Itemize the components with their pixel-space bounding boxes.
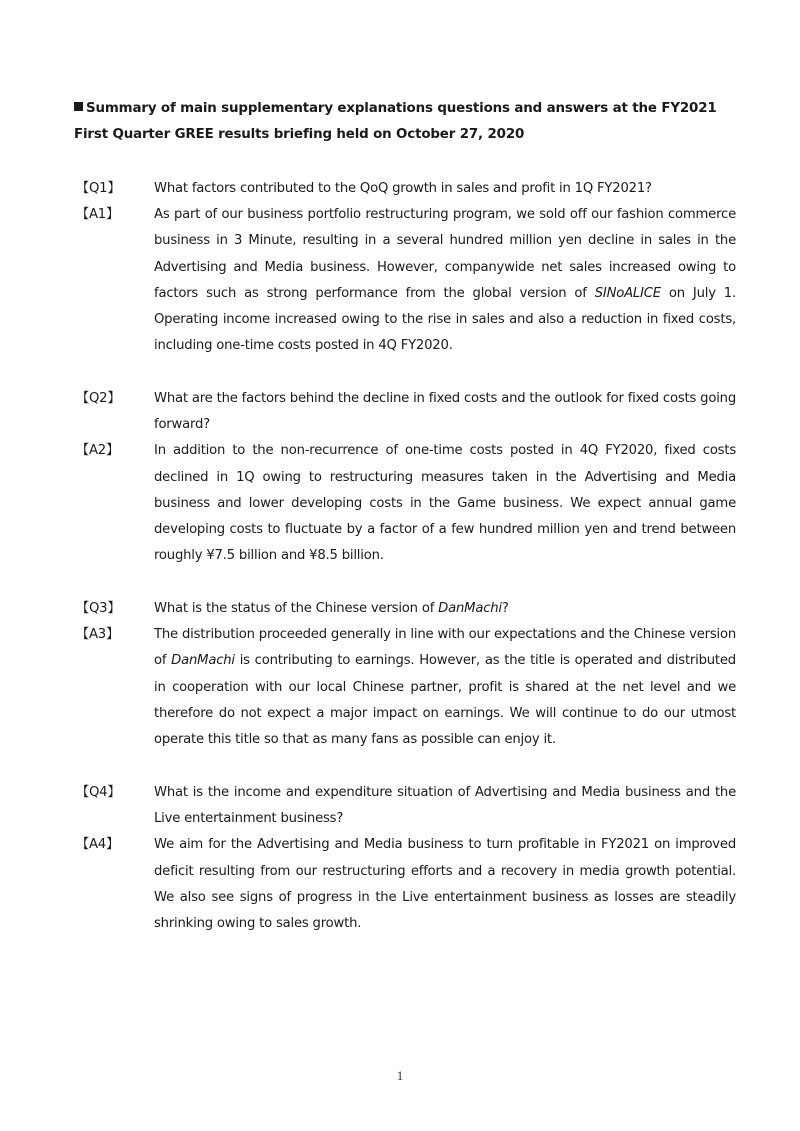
question-row xyxy=(76,780,736,832)
answer-tag: 【A4】 xyxy=(76,837,119,853)
answer-row xyxy=(76,438,736,569)
question-text: What factors contributed to the QoQ growth in sales and profit in 1Q FY2021? xyxy=(154,181,652,196)
answer-text-part: The distribution proceeded generally in line with our expectations and the Chinese version of xyxy=(154,627,736,669)
question-text xyxy=(154,596,736,622)
game-title-danmachi: DanMachi xyxy=(438,601,502,616)
question-row xyxy=(76,386,736,438)
question-tag: 【Q3】 xyxy=(76,601,121,616)
answer-text: In addition to the non-recurrence of one-time costs posted in 4Q FY2020, fixed costs declined in 1Q owing to restructuring measures taken in the Advertising and Media business and lower developing costs in the Game business. We expect annual game developing costs to fluctuate by a factor of a few hundred million yen and trend between roughly ¥7.5 billion and ¥8.5 billion. xyxy=(154,443,736,564)
answer-row xyxy=(76,622,736,753)
page-number: 1 xyxy=(396,1068,404,1083)
answer-text-part: is contributing to earnings. However, as the title is operated and distributed in cooperation with our local Chinese partner, profit is shared at the net level and we therefore do not expect a major impact on earnings. We will continue to do our utmost operate this title so that as many fans as possible can enjoy it. xyxy=(154,653,736,748)
answer-text xyxy=(154,622,736,753)
answer-text-part: As part of our business portfolio restructuring program, we sold off our fashion commerce business in 3 Minute, resulting in a several hundred million yen decline in sales in the Advertising and Media business. However, companywide net sales increased owing to factors such as strong performance from the global version of xyxy=(154,207,736,301)
document-title xyxy=(74,96,734,148)
question-row xyxy=(76,176,736,202)
question-tag: 【Q1】 xyxy=(76,181,121,196)
question-tag: 【Q4】 xyxy=(76,785,121,800)
question-text: What is the income and expenditure situation of Advertising and Media business and the Live entertainment business? xyxy=(154,785,736,827)
answer-text-part: on July 1. Operating income increased owing to the rise in sales and also a reduction in fixed costs, including one-time costs posted in 4Q FY2020. xyxy=(154,285,736,354)
game-title-danmachi: DanMachi xyxy=(171,653,235,669)
answer-tag: 【A2】 xyxy=(76,443,119,459)
qa-block-1 xyxy=(76,176,736,359)
answer-text: We aim for the Advertising and Media business to turn profitable in FY2021 on improved deficit resulting from our restructuring efforts and a recovery in media growth potential. We also see signs of progress in the Live entertainment business as losses are steadily shrinking owing to sales growth. xyxy=(154,837,736,932)
answer-text xyxy=(154,202,736,359)
question-row xyxy=(76,596,736,622)
question-text: What are the factors behind the decline in fixed costs and the outlook for fixed costs going forward? xyxy=(154,391,736,433)
game-title-sinoalice: SINoALICE xyxy=(594,285,661,301)
answer-tag: 【A1】 xyxy=(76,207,119,223)
question-text-part: What is the status of the Chinese version of xyxy=(154,601,439,616)
qa-block-2 xyxy=(76,386,736,569)
question-text-part: ? xyxy=(501,601,509,616)
black-square-icon xyxy=(74,102,83,111)
qa-block-3 xyxy=(76,596,736,753)
answer-tag: 【A3】 xyxy=(76,627,119,643)
title-text: Summary of main supplementary explanations questions and answers at the FY2021 First Quarter GREE results briefing held on October 27, 2020 xyxy=(74,101,717,142)
answer-row xyxy=(76,832,736,937)
qa-block-4 xyxy=(76,780,736,937)
answer-row xyxy=(76,202,736,359)
question-tag: 【Q2】 xyxy=(76,391,121,406)
